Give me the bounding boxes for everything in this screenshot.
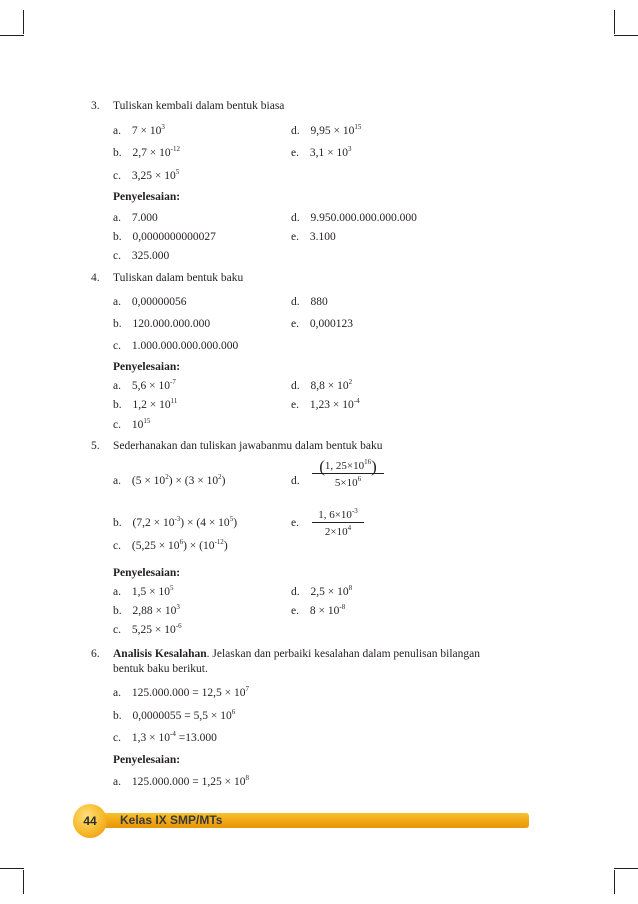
q6-answer-a: a. $125.000.000 = 1,25 \times 10^8$ <box>113 774 249 788</box>
fraction-denominator: $5\times 10^6$ <box>334 475 362 489</box>
q5-item-d-fraction <box>312 459 384 490</box>
q5-number: 5. <box>91 440 100 452</box>
q6-title: Analisis Kesalahan <box>113 648 207 660</box>
q3-solution-heading: Penyelesaian: <box>113 191 181 203</box>
q4-item-a: a. 0,00000056 <box>113 296 187 308</box>
q4-item-d: d. 880 <box>291 296 328 308</box>
q3-answer-a: a. 7.000 <box>113 212 158 224</box>
q3-number: 3. <box>91 100 100 112</box>
q6-item-c: c. $1,3 \times 10^{-4} =13.000$ <box>113 730 217 744</box>
q5-answer-e: e. $8 \times 10^{-8}$ <box>291 603 346 617</box>
q5-solution-heading: Penyelesaian: <box>113 567 181 579</box>
q5-answer-c: c. $5,25 \times 10^{-6}$ <box>113 622 182 636</box>
q4-solution-heading: Penyelesaian: <box>113 361 181 373</box>
fraction-numerator: (1, $25\times 10^{16}$) <box>319 457 377 476</box>
q5-item-e-letter: e. <box>291 517 299 529</box>
fraction-numerator: 1, $6\times 10^{-3}$ <box>318 507 358 521</box>
crop-mark <box>614 35 638 36</box>
crop-mark <box>0 35 24 36</box>
q5-answer-b: b. $2,88 \times 10^3$ <box>113 603 180 617</box>
q5-item-a: a. $(5 \times 10^2) \times (3 \times 10^2)$ <box>113 473 226 487</box>
q5-answer-d: d. $2,5 \times 10^8$ <box>291 584 353 598</box>
q3-item-a: a. $7 \times 10^3$ <box>113 123 165 137</box>
q5-item-b: b. $(7,2 \times 10^{-3}) \times (4 \times 10^5)$ <box>113 515 238 529</box>
q6-prompt-line1: Analisis Kesalahan. Jelaskan dan perbaiki kesalahan dalam penulisan bilangan <box>113 648 480 660</box>
q5-item-e-fraction <box>312 508 364 539</box>
q3-answer-b: b. 0,0000000000027 <box>113 231 216 243</box>
q5-answer-a: a. $1,5 \times 10^5$ <box>113 584 174 598</box>
q4-number: 4. <box>91 272 100 284</box>
q5-item-d-letter: d. <box>291 475 300 487</box>
q3-item-c: c. $3,25 \times 10^5$ <box>113 168 180 182</box>
q6-item-b: b. $0,0000055 = 5,5 \times 10^6$ <box>113 708 236 722</box>
q4-answer-a: a. $5,6 \times 10^{-7}$ <box>113 378 176 392</box>
q3-answer-d: d. 9.950.000.000.000.000 <box>291 212 417 224</box>
q5-prompt: Sederhanakan dan tuliskan jawabanmu dalam bentuk baku <box>113 440 383 452</box>
q5-item-c: c. $(5,25 \times 10^6) \times (10^{-12})$ <box>113 538 228 552</box>
fraction-denominator: $2\times 10^4$ <box>324 524 352 538</box>
q6-prompt-line2: bentuk baku berikut. <box>113 663 208 675</box>
q3-prompt: Tuliskan kembali dalam bentuk biasa <box>113 100 285 112</box>
crop-mark <box>614 868 638 869</box>
footer-title: Kelas IX SMP/MTs <box>120 813 223 827</box>
q4-answer-c: c. $10^{15}$ <box>113 417 151 431</box>
q6-solution-heading: Penyelesaian: <box>113 754 181 766</box>
crop-mark <box>23 10 24 34</box>
crop-mark <box>0 868 24 869</box>
crop-mark <box>614 870 615 894</box>
page-number: 44 <box>73 804 107 838</box>
q3-answer-e: e. 3.100 <box>291 231 336 243</box>
q4-item-e: e. 0,000123 <box>291 318 353 330</box>
q4-prompt: Tuliskan dalam bentuk baku <box>113 272 244 284</box>
crop-mark <box>614 10 615 34</box>
q4-answer-e: e. $1,23 \times 10^{-4}$ <box>291 397 360 411</box>
q3-item-e: e. $3,1 \times 10^3$ <box>291 145 352 159</box>
q3-item-b: b. $2,7 \times 10^{-12}$ <box>113 145 180 159</box>
q4-item-b: b. 120.000.000.000 <box>113 318 211 330</box>
q4-item-c: c. 1.000.000.000.000.000 <box>113 340 239 352</box>
q3-item-d: d. $9,95 \times 10^{15}$ <box>291 123 362 137</box>
q6-item-a: a. $125.000.000 = 12,5 \times 10^7$ <box>113 685 249 699</box>
q4-answer-d: d. $8,8 \times 10^2$ <box>291 378 353 392</box>
q4-answer-b: b. $1,2 \times 10^{11}$ <box>113 397 178 411</box>
q3-answer-c: c. 325.000 <box>113 250 170 262</box>
q6-number: 6. <box>91 648 100 660</box>
crop-mark <box>23 870 24 894</box>
